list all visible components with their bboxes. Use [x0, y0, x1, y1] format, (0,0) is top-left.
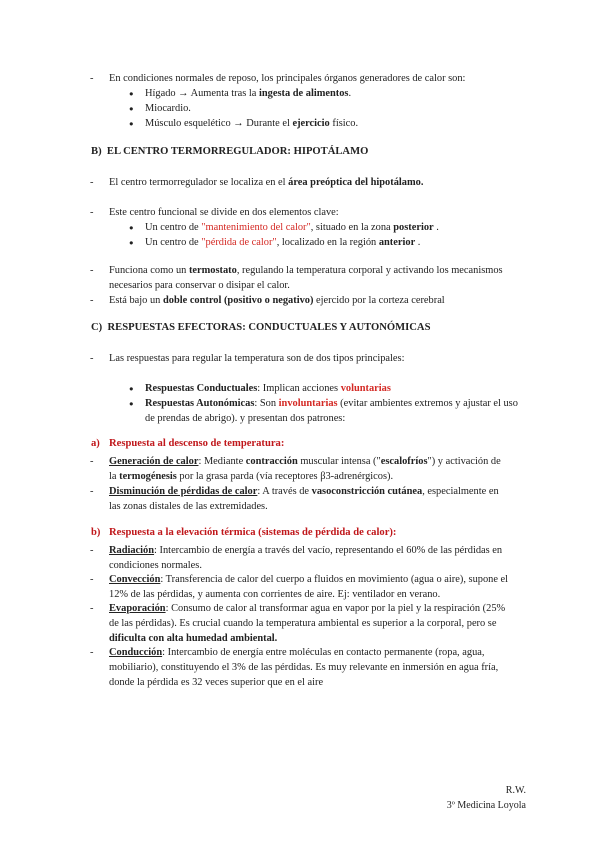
footer-author: R.W. — [505, 785, 526, 796]
list-item: - Convección: Transferencia de calor del cuerpo a fluidos en movimiento (agua o aire), supone el 12% de las pérdidas, y aumenta con corrientes de aire. Ej: ventilador en verano. — [90, 572, 510, 602]
list-item: ● Miocardio. — [129, 101, 524, 116]
section-c-heading: C) RESPUESTAS EFECTORAS: CONDUCTUALES Y AUTONÓMICAS — [91, 322, 431, 333]
list-item: - El centro termorregulador se localiza en el área preóptica del hipotálamo. — [90, 175, 510, 190]
page-footer — [447, 783, 526, 813]
list-item: ● Respuestas Conductuales: Implican acciones voluntarias — [129, 381, 524, 396]
list-item: - Este centro funcional se divide en dos elementos clave: — [90, 205, 510, 220]
list-item: - Funciona como un termostato, regulando la temperatura corporal y activando los mecanismos necesarios para conservar o disipar el calor. — [90, 263, 510, 293]
list-item: - Radiación: Intercambio de energía a través del vacío, representando el 60% de las pérdidas en condiciones normales. — [90, 543, 510, 573]
list-item: ● Un centro de "pérdida de calor", localizado en la región anterior . — [129, 235, 524, 250]
list-item: - Las respuestas para regular la temperatura son de dos tipos principales: — [90, 351, 510, 366]
list-item: ● Un centro de "mantenimiento del calor", situado en la zona posterior . — [129, 220, 524, 235]
footer-course: 3º Medicina Loyola — [446, 800, 526, 811]
intro-paragraph — [90, 71, 510, 86]
list-item: - Evaporación: Consumo de calor al transformar agua en vapor por la piel y la respiración (25% de las pérdidas). Es crucial cuando la temperatura ambiental es superior a la corporal, pero se dificulta con alta humedad ambiental. — [90, 601, 510, 646]
list-item: - Conducción: Intercambio de energía entre moléculas en contacto permanente (ropa, agua, mobiliario), constituyendo el 3% de las pérdidas. Es muy relevante en inmersión en agua fría, donde la pérdida es 32 veces superior que en el aire — [90, 645, 510, 690]
list-item: ● Músculo esquelético → Durante el ejercicio físico. — [129, 116, 524, 131]
intro-text: - En condiciones normales de reposo, los principales órganos generadores de calor son: — [109, 73, 466, 84]
subsection-a-heading: a) Respuesta al descenso de temperatura: — [91, 438, 285, 449]
list-item: - Disminución de pérdidas de calor: A través de vasoconstricción cutánea, especialmente en las zonas distales de las extremidades. — [90, 484, 510, 514]
subsection-b-heading: b) Respuesta a la elevación térmica (sistemas de pérdida de calor): — [91, 527, 397, 538]
list-item: ● Respuestas Autonómicas: Son involuntarias (evitar ambientes extremos y ajustar el uso de prendas de abrigo). y presentan dos patrones: — [129, 396, 524, 426]
list-item: ● Hígado → Aumenta tras la ingesta de alimentos. — [129, 86, 524, 101]
list-item: - Está bajo un doble control (positivo o negativo) ejercido por la corteza cerebral — [90, 293, 510, 308]
section-b-heading: B) EL CENTRO TERMORREGULADOR: HIPOTÁLAMO — [91, 146, 369, 157]
list-item: - Generación de calor: Mediante contracción muscular intensa ("escalofríos") y activación de la termogénesis por la grasa parda (vía receptores β3-adrenérgicos). — [90, 454, 510, 484]
